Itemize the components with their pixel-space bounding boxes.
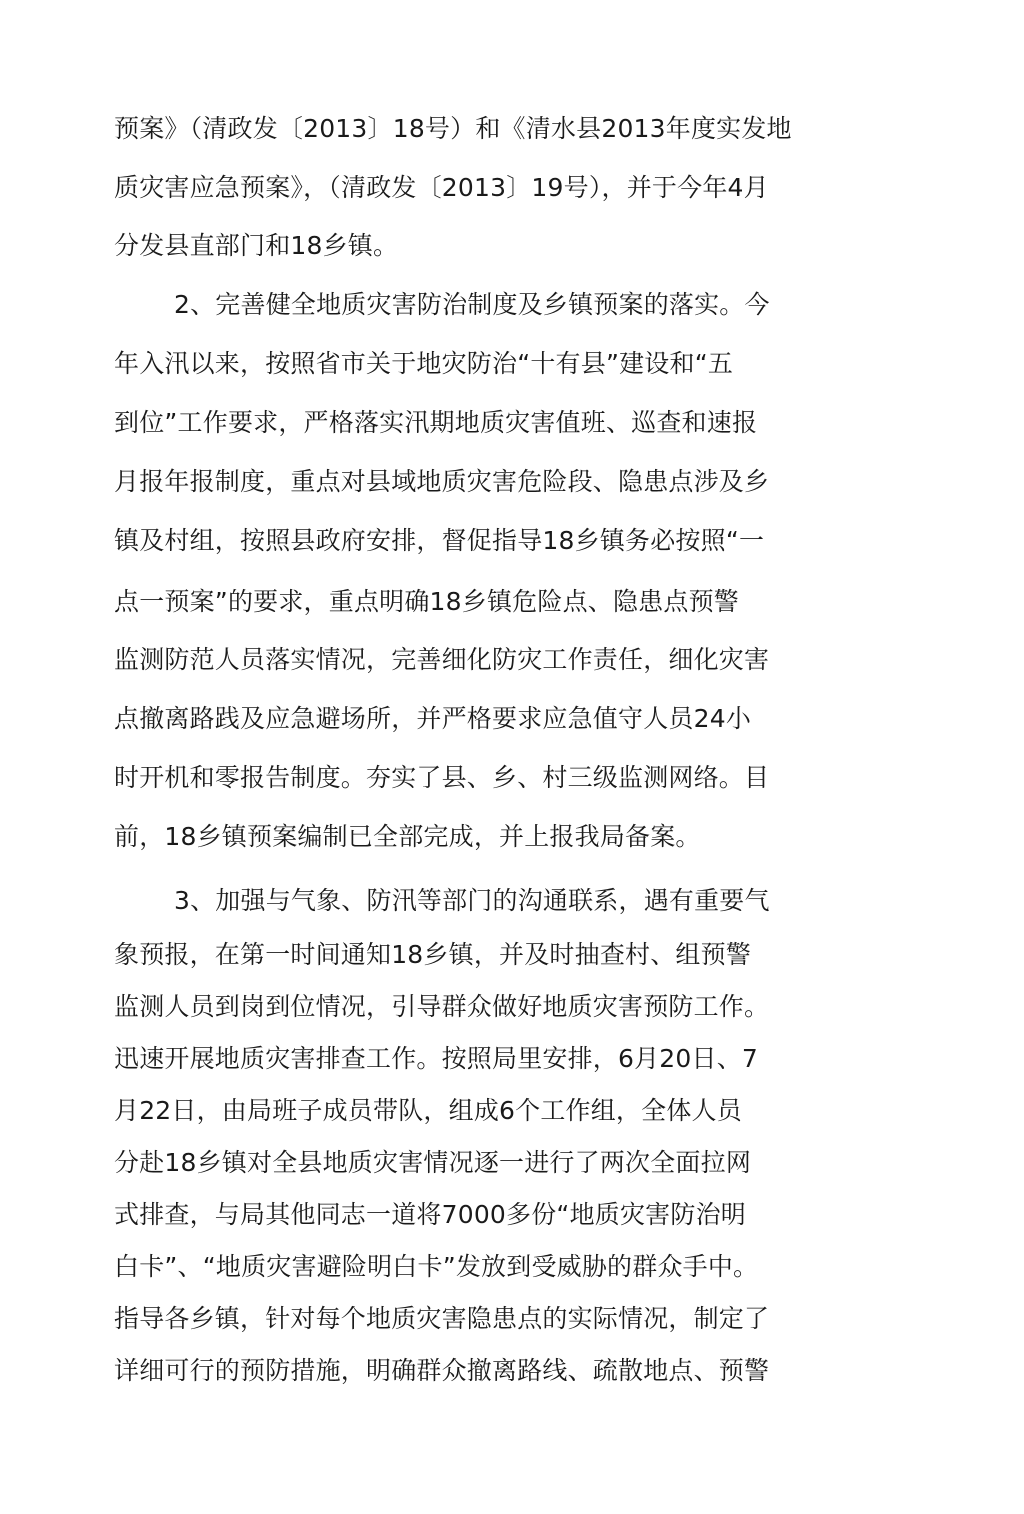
text-line: 迅速开展地质灾害排查工作。按照局里安排，6月20日、7 — [114, 1044, 759, 1073]
text-line: 到位”工作要求，严格落实汛期地质灾害值班、巡查和速报 — [114, 408, 758, 437]
text-line: 分发县直部门和18乡镇。 — [114, 231, 399, 260]
text-line: 监测防范人员落实情况，完善细化防灾工作责任，细化灾害 — [114, 645, 770, 674]
text-line: 月报年报制度，重点对县域地质灾害危险段、隐患点涉及乡 — [114, 467, 770, 496]
text-line: 分赴18乡镇对全县地质灾害情况逐一进行了两次全面拉网 — [114, 1148, 752, 1177]
text-line: 白卡”、“地质灾害避险明白卡”发放到受威胁的群众手中。 — [114, 1252, 759, 1281]
text-line: 前，18乡镇预案编制已全部完成，并上报我局备案。 — [114, 822, 701, 851]
text-line: 时开机和零报告制度。夯实了县、乡、村三级监测网络。目 — [114, 763, 770, 792]
text-line: 指导各乡镇，针对每个地质灾害隐患点的实际情况，制定了 — [114, 1304, 770, 1333]
text-line: 象预报，在第一时间通知18乡镇，并及时抽查村、组预警 — [114, 940, 752, 969]
text-line: 监测人员到岗到位情况，引导群众做好地质灾害预防工作。 — [114, 992, 770, 1021]
text-line: 月22日，由局班子成员带队，组成6个工作组，全体人员 — [114, 1096, 742, 1125]
text-line: 镇及村组，按照县政府安排，督促指导18乡镇务必按照“一 — [114, 526, 765, 555]
text-line: 预案》（清政发〔2013〕18号）和《清水县2013年度实发地 — [114, 114, 792, 143]
text-line: 点一预案”的要求，重点明确18乡镇危险点、隐患点预警 — [114, 587, 739, 616]
paragraph-start-line: 3、加强与气象、防汛等部门的沟通联系，遇有重要气 — [174, 886, 770, 915]
paragraph-start-line: 2、完善健全地质灾害防治制度及乡镇预案的落实。今 — [174, 290, 770, 319]
text-line: 质灾害应急预案》，（清政发〔2013〕19号），并于今年4月 — [114, 173, 769, 202]
text-line: 点撤离路践及应急避场所，并严格要求应急值守人员24小 — [114, 704, 752, 733]
text-line: 详细可行的预防措施，明确群众撤离路线、疏散地点、预警 — [114, 1356, 770, 1385]
text-line: 年入汛以来，按照省市关于地灾防治“十有县”建设和“五 — [114, 349, 734, 378]
text-line: 式排查，与局其他同志一道将7000多份“地质灾害防治明 — [114, 1200, 746, 1229]
